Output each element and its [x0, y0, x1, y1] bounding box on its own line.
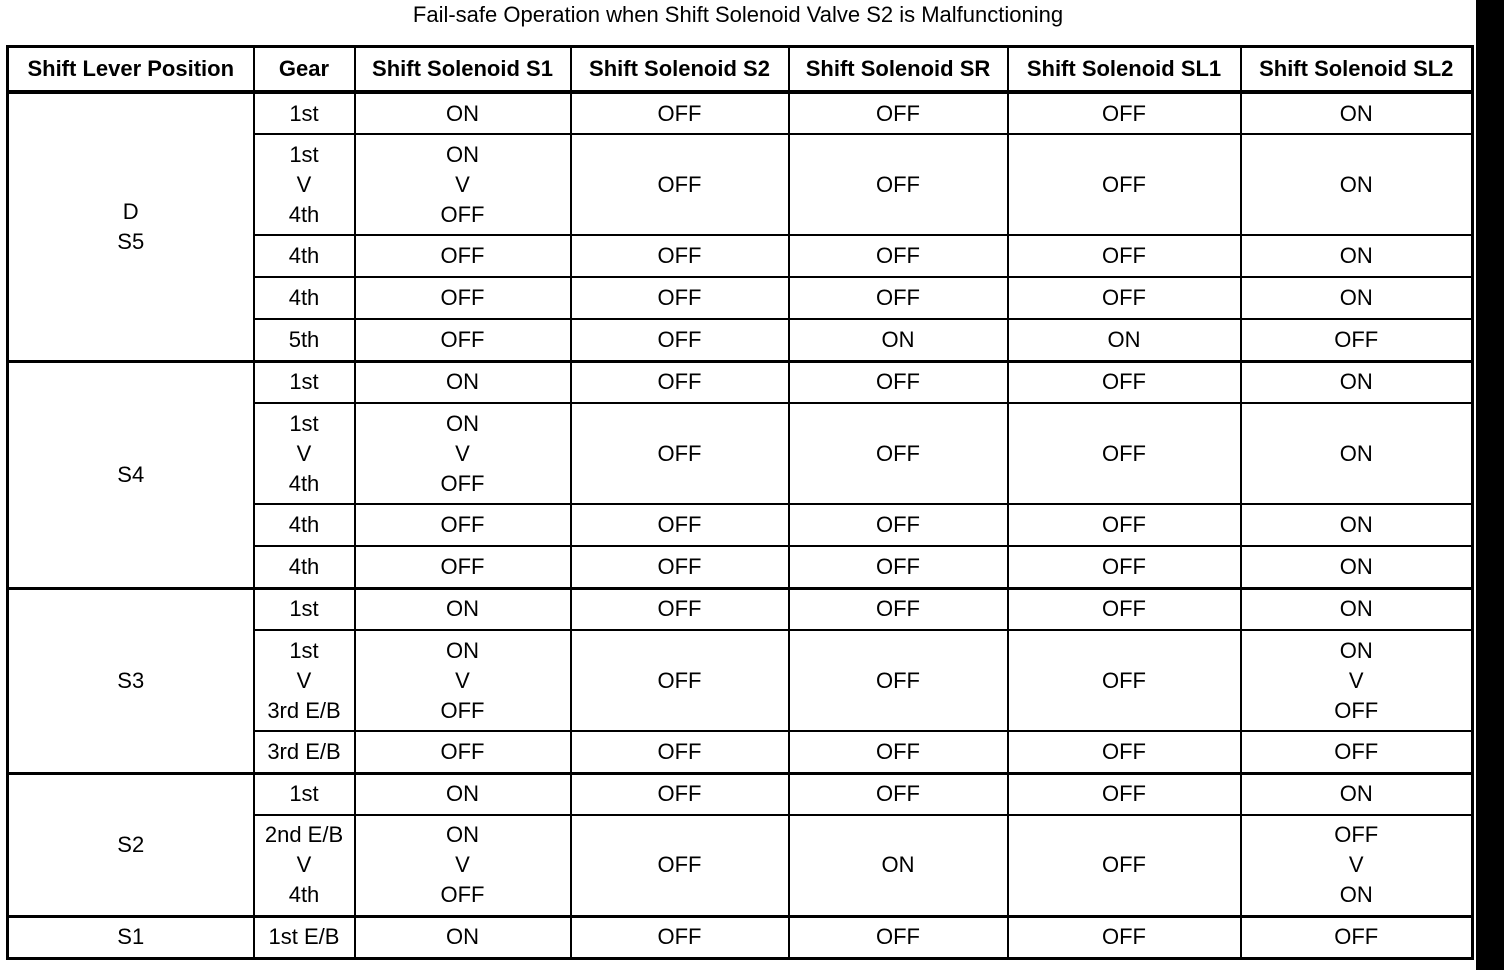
- solenoid-s2-cell: [571, 319, 789, 361]
- cell-line: S4: [117, 461, 145, 487]
- solenoid-sr-cell: [789, 815, 1008, 916]
- cell-line: OFF: [657, 285, 702, 310]
- cell-line: OFF: [657, 369, 702, 395]
- solenoid-sl1-cell: [1008, 361, 1241, 403]
- solenoid-s1-cell: [355, 731, 571, 773]
- gear-cell: [254, 92, 355, 134]
- solenoid-sl2-cell: [1241, 319, 1473, 361]
- solenoid-s2-cell: [571, 361, 789, 403]
- table-row: [8, 588, 1473, 630]
- cell-line: OFF: [1102, 440, 1146, 466]
- cell-line: ON: [881, 852, 915, 878]
- solenoid-sl1-cell: [1008, 92, 1241, 134]
- cell-line: ON: [446, 637, 479, 663]
- cell-line: OFF: [876, 440, 920, 466]
- solenoid-sl1-cell: [1008, 731, 1241, 773]
- cell-line: ON: [1339, 553, 1373, 579]
- solenoid-sr-cell: [789, 630, 1008, 731]
- cell-line: 4th: [288, 201, 320, 227]
- cell-line: OFF: [1102, 667, 1146, 693]
- cell-line: OFF: [1334, 697, 1379, 723]
- cell-line: ON: [446, 822, 479, 848]
- solenoid-sr-cell: [789, 134, 1008, 235]
- gear-cell: [254, 504, 355, 546]
- solenoid-s2-cell: [571, 916, 789, 958]
- solenoid-s2-cell: [571, 773, 789, 815]
- cell-line: OFF: [1102, 369, 1146, 395]
- cell-line: V: [296, 440, 312, 466]
- solenoid-sl1-cell: [1008, 504, 1241, 546]
- cell-line: OFF: [876, 781, 920, 807]
- solenoid-s1-cell: [355, 361, 571, 403]
- cell-line: OFF: [657, 326, 702, 352]
- solenoid-sl2-cell: [1241, 92, 1473, 134]
- solenoid-s2-cell: [571, 134, 789, 235]
- solenoid-s2-cell: [571, 504, 789, 546]
- gear-cell: [254, 815, 355, 916]
- right-edge-bar: [1476, 0, 1504, 970]
- cell-line: 4th: [288, 243, 320, 268]
- header-row: [8, 47, 1473, 93]
- header-shift-solenoid-s1: Shift Solenoid S1: [355, 47, 571, 93]
- solenoid-s1-cell: [355, 546, 571, 588]
- gear-cell: [254, 588, 355, 630]
- gear-cell: [254, 134, 355, 235]
- cell-line: 1st: [289, 141, 319, 167]
- solenoid-s1-cell: [355, 92, 571, 134]
- cell-line: 3rd E/B: [267, 697, 341, 723]
- solenoid-sl2-cell: [1241, 731, 1473, 773]
- cell-line: 4th: [288, 470, 320, 496]
- solenoid-sr-cell: [789, 319, 1008, 361]
- solenoid-sl2-cell: [1241, 815, 1473, 916]
- cell-line: ON: [1339, 637, 1373, 663]
- cell-line: ON: [1339, 171, 1373, 197]
- solenoid-sl2-cell: [1241, 916, 1473, 958]
- solenoid-sr-cell: [789, 588, 1008, 630]
- shift-lever-position-cell: [8, 92, 254, 361]
- cell-line: ON: [446, 369, 479, 395]
- cell-line: ON: [446, 596, 479, 622]
- solenoid-sl2-cell: [1241, 277, 1473, 319]
- cell-line: 4th: [288, 512, 320, 537]
- header-shift-solenoid-sl2: Shift Solenoid SL2: [1241, 47, 1473, 93]
- cell-line: V: [296, 667, 312, 693]
- cell-line: OFF: [440, 243, 485, 268]
- header-shift-solenoid-sl1: Shift Solenoid SL1: [1008, 47, 1241, 93]
- solenoid-s1-cell: [355, 319, 571, 361]
- cell-line: OFF: [1102, 553, 1146, 579]
- header-shift-solenoid-s2: Shift Solenoid S2: [571, 47, 789, 93]
- cell-line: OFF: [657, 243, 702, 268]
- solenoid-sr-cell: [789, 504, 1008, 546]
- cell-line: OFF: [440, 326, 485, 352]
- cell-line: S2: [117, 831, 145, 857]
- cell-line: OFF: [440, 882, 485, 908]
- cell-line: V: [455, 667, 470, 693]
- solenoid-sr-cell: [789, 92, 1008, 134]
- header-shift-lever-position: Shift Lever Position: [8, 47, 254, 93]
- solenoid-s2-cell: [571, 92, 789, 134]
- cell-line: ON: [1339, 512, 1373, 537]
- cell-line: 1st: [289, 410, 319, 436]
- cell-line: S5: [117, 228, 145, 254]
- cell-line: S1: [117, 924, 145, 949]
- shift-lever-position-cell: [8, 916, 254, 958]
- cell-line: OFF: [876, 924, 920, 949]
- cell-line: OFF: [1102, 243, 1146, 268]
- gear-cell: [254, 546, 355, 588]
- cell-line: OFF: [1334, 326, 1379, 352]
- solenoid-s2-cell: [571, 630, 789, 731]
- cell-line: OFF: [1102, 852, 1146, 878]
- cell-line: OFF: [657, 171, 702, 197]
- page-title: Fail-safe Operation when Shift Solenoid Valve S2 is Malfunctioning: [412, 2, 1064, 27]
- cell-line: 1st: [289, 596, 319, 622]
- solenoid-sl2-cell: [1241, 504, 1473, 546]
- solenoid-sl2-cell: [1241, 361, 1473, 403]
- solenoid-sl1-cell: [1008, 588, 1241, 630]
- cell-line: OFF: [657, 596, 702, 622]
- solenoid-sl2-cell: [1241, 235, 1473, 277]
- solenoid-s1-cell: [355, 815, 571, 916]
- cell-line: OFF: [876, 596, 920, 622]
- cell-line: OFF: [440, 553, 485, 579]
- table-row: [8, 361, 1473, 403]
- table-row: [8, 92, 1473, 134]
- solenoid-sl1-cell: [1008, 773, 1241, 815]
- solenoid-s1-cell: [355, 403, 571, 504]
- solenoid-sl2-cell: [1241, 588, 1473, 630]
- cell-line: OFF: [440, 201, 485, 227]
- solenoid-sl2-cell: [1241, 134, 1473, 235]
- gear-cell: [254, 731, 355, 773]
- cell-line: OFF: [440, 285, 485, 310]
- shift-lever-position-cell: [8, 588, 254, 773]
- cell-line: ON: [446, 781, 479, 807]
- gear-cell: [254, 319, 355, 361]
- solenoid-sl1-cell: [1008, 403, 1241, 504]
- cell-line: OFF: [876, 553, 920, 579]
- solenoid-s1-cell: [355, 588, 571, 630]
- solenoid-sl2-cell: [1241, 403, 1473, 504]
- cell-line: V: [455, 440, 470, 466]
- cell-line: ON: [1339, 781, 1373, 807]
- solenoid-s1-cell: [355, 235, 571, 277]
- cell-line: V: [1348, 667, 1364, 693]
- cell-line: ON: [1339, 882, 1373, 908]
- shift-lever-position-cell: [8, 361, 254, 588]
- table-row: [8, 916, 1473, 958]
- solenoid-s2-cell: [571, 277, 789, 319]
- cell-line: OFF: [876, 285, 920, 310]
- solenoid-sr-cell: [789, 773, 1008, 815]
- cell-line: 4th: [288, 285, 320, 310]
- solenoid-s2-cell: [571, 731, 789, 773]
- cell-line: 1st: [289, 637, 319, 663]
- solenoid-sl1-cell: [1008, 815, 1241, 916]
- solenoid-s1-cell: [355, 630, 571, 731]
- solenoid-s1-cell: [355, 916, 571, 958]
- cell-line: 3rd E/B: [267, 738, 341, 764]
- cell-line: OFF: [1334, 924, 1379, 949]
- cell-line: OFF: [1334, 822, 1379, 848]
- cell-line: OFF: [1334, 738, 1379, 764]
- table-body: [8, 92, 1473, 958]
- cell-line: V: [296, 171, 312, 197]
- cell-line: V: [455, 171, 470, 197]
- cell-line: OFF: [1102, 171, 1146, 197]
- cell-line: OFF: [1102, 738, 1146, 764]
- cell-line: OFF: [1102, 285, 1146, 310]
- solenoid-sr-cell: [789, 277, 1008, 319]
- cell-line: OFF: [876, 512, 920, 537]
- cell-line: V: [455, 852, 470, 878]
- cell-line: OFF: [657, 512, 702, 537]
- failsafe-table: [6, 45, 1474, 960]
- solenoid-s2-cell: [571, 546, 789, 588]
- cell-line: OFF: [1102, 924, 1146, 949]
- cell-line: OFF: [657, 100, 702, 126]
- cell-line: 4th: [288, 882, 320, 908]
- cell-line: OFF: [440, 512, 485, 537]
- cell-line: ON: [1339, 596, 1373, 622]
- cell-line: OFF: [657, 667, 702, 693]
- cell-line: OFF: [876, 243, 920, 268]
- solenoid-s2-cell: [571, 815, 789, 916]
- cell-line: 5th: [288, 326, 320, 352]
- cell-line: ON: [1339, 369, 1373, 395]
- solenoid-s1-cell: [355, 277, 571, 319]
- cell-line: ON: [1339, 243, 1373, 268]
- cell-line: 1st E/B: [268, 924, 340, 949]
- cell-line: OFF: [1102, 512, 1146, 537]
- solenoid-sr-cell: [789, 361, 1008, 403]
- gear-cell: [254, 630, 355, 731]
- solenoid-s1-cell: [355, 134, 571, 235]
- gear-cell: [254, 916, 355, 958]
- cell-line: OFF: [440, 697, 485, 723]
- cell-line: ON: [446, 141, 479, 167]
- solenoid-s2-cell: [571, 235, 789, 277]
- cell-line: OFF: [876, 738, 920, 764]
- cell-line: S3: [117, 667, 145, 693]
- cell-line: OFF: [876, 100, 920, 126]
- cell-line: OFF: [657, 440, 702, 466]
- cell-line: OFF: [657, 924, 702, 949]
- cell-line: OFF: [657, 553, 702, 579]
- solenoid-s1-cell: [355, 504, 571, 546]
- solenoid-sl1-cell: [1008, 916, 1241, 958]
- solenoid-sr-cell: [789, 235, 1008, 277]
- gear-cell: [254, 361, 355, 403]
- solenoid-s2-cell: [571, 403, 789, 504]
- cell-line: V: [296, 852, 312, 878]
- cell-line: OFF: [657, 781, 702, 807]
- cell-line: ON: [1339, 100, 1373, 126]
- cell-line: ON: [1107, 326, 1141, 352]
- solenoid-sl1-cell: [1008, 319, 1241, 361]
- gear-cell: [254, 277, 355, 319]
- cell-line: D: [122, 198, 139, 224]
- gear-cell: [254, 773, 355, 815]
- solenoid-sl1-cell: [1008, 546, 1241, 588]
- cell-line: ON: [1339, 440, 1373, 466]
- solenoid-sr-cell: [789, 403, 1008, 504]
- cell-line: OFF: [657, 852, 702, 878]
- solenoid-sl1-cell: [1008, 134, 1241, 235]
- cell-line: OFF: [1102, 100, 1146, 126]
- cell-line: ON: [446, 410, 479, 436]
- solenoid-sl1-cell: [1008, 277, 1241, 319]
- header-gear: Gear: [254, 47, 355, 93]
- shift-lever-position-cell: [8, 773, 254, 916]
- cell-line: OFF: [876, 369, 920, 395]
- solenoid-sr-cell: [789, 731, 1008, 773]
- gear-cell: [254, 235, 355, 277]
- solenoid-s2-cell: [571, 588, 789, 630]
- cell-line: OFF: [876, 171, 920, 197]
- cell-line: V: [1348, 852, 1364, 878]
- cell-line: OFF: [876, 667, 920, 693]
- cell-line: ON: [881, 326, 915, 352]
- cell-line: ON: [1339, 285, 1373, 310]
- cell-line: 4th: [288, 553, 320, 579]
- table-row: [8, 773, 1473, 815]
- solenoid-s1-cell: [355, 773, 571, 815]
- cell-line: OFF: [440, 470, 485, 496]
- cell-line: 1st: [289, 781, 319, 807]
- cell-line: 1st: [289, 369, 319, 395]
- cell-line: 1st: [289, 100, 319, 126]
- solenoid-sl1-cell: [1008, 235, 1241, 277]
- solenoid-sl1-cell: [1008, 630, 1241, 731]
- solenoid-sl2-cell: [1241, 546, 1473, 588]
- solenoid-sr-cell: [789, 916, 1008, 958]
- cell-line: ON: [446, 100, 479, 126]
- header-shift-solenoid-sr: Shift Solenoid SR: [789, 47, 1008, 93]
- cell-line: OFF: [1102, 596, 1146, 622]
- gear-cell: [254, 403, 355, 504]
- solenoid-sl2-cell: [1241, 630, 1473, 731]
- solenoid-sr-cell: [789, 546, 1008, 588]
- cell-line: ON: [446, 924, 479, 949]
- solenoid-sl2-cell: [1241, 773, 1473, 815]
- cell-line: OFF: [440, 738, 485, 764]
- cell-line: OFF: [657, 738, 702, 764]
- cell-line: OFF: [1102, 781, 1146, 807]
- cell-line: 2nd E/B: [264, 822, 344, 848]
